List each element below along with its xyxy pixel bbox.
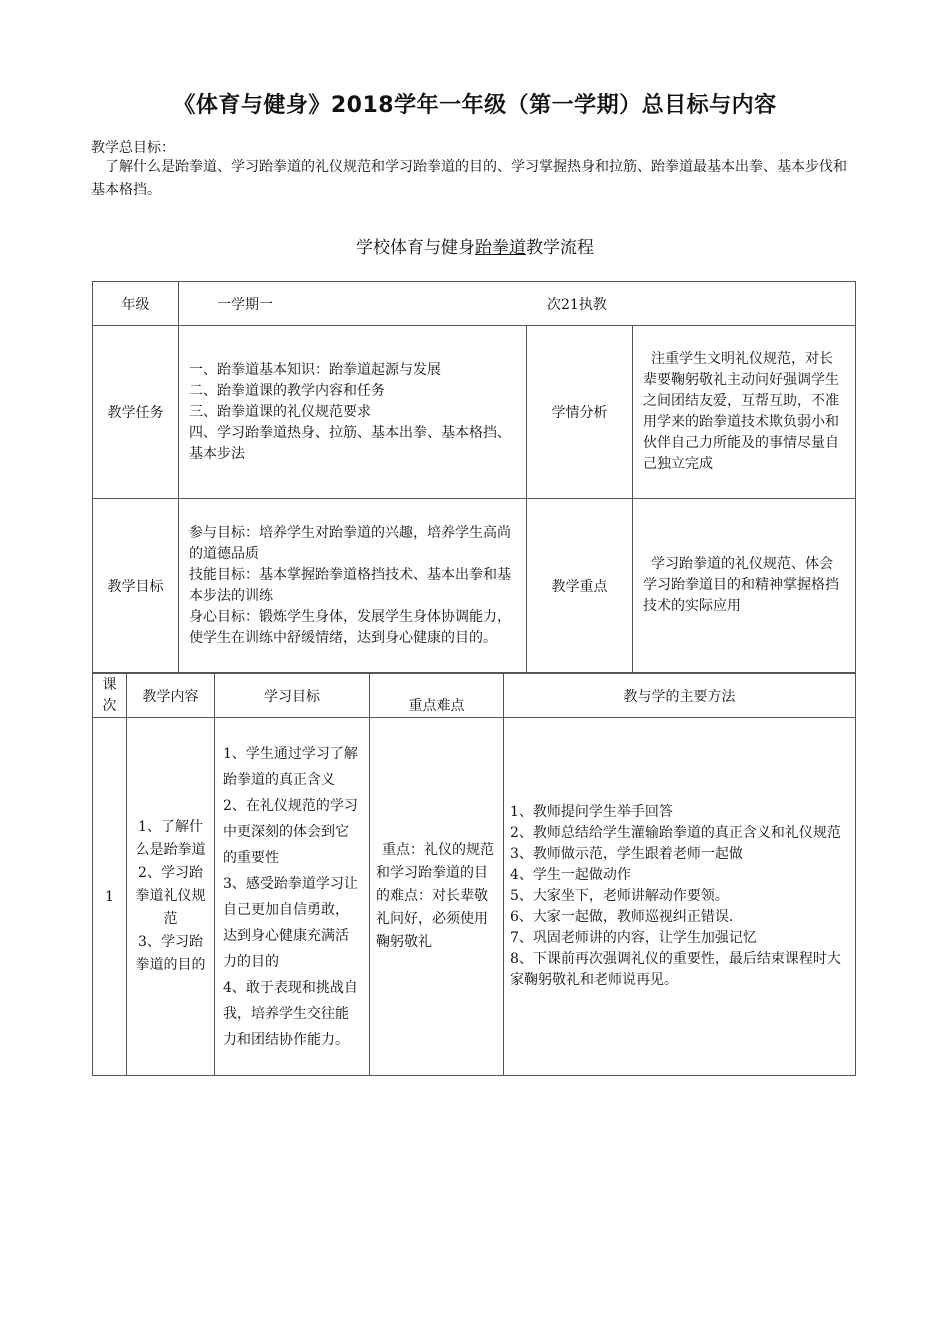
lesson-table [92,673,856,1076]
subtitle-post: 教学流程 [526,238,594,258]
task-text: 一、跆拳道基本知识：跆拳道起源与发展 二、跆拳道课的教学内容和任务 三、跆拳道课的礼仪规范要求 四、学习跆拳道热身、拉筋、基本出拳、基本格挡、基本步法 [179,326,527,499]
row-method: 1、教师提问学生举手回答 2、教师总结给学生灌输跆拳道的真正含义和礼仪规范 3、教师做示范，学生跟着老师一起做 4、学生一起做动作 5、大家坐下，老师讲解动作要领。 6、大家一起做，教师巡视纠正错误. 7、巩固老师讲的内容，让学生加强记忆 8、下课前再次强调礼仪的重要性，最后结束课程时大家鞠躬敬礼和老师说再见。 [504,718,856,1076]
row-lesson: 1 [93,718,127,1076]
goal-label: 教学目标 [93,499,179,673]
sessions-value: 次21执教 [547,296,607,313]
analysis-label: 学情分析 [527,326,633,499]
overall-goal-label: 教学总目标： [91,140,175,156]
header-lesson: 课次 [93,674,127,718]
subtitle-pre: 学校体育与健身 [356,238,475,258]
header-content: 教学内容 [127,674,215,718]
header-method: 教与学的主要方法 [504,674,856,718]
task-label: 教学任务 [93,326,179,499]
header-key-difficult: 重点难点 [370,674,504,718]
analysis-text: 注重学生文明礼仪规范，对长辈要鞠躬敬礼主动问好强调学生之间团结友爱，互帮互助，不准用学来的跆拳道技术欺负弱小和伙伴自己力所能及的事情尽量自己独立完成 [633,326,856,499]
overall-goal-text: 了解什么是跆拳道、学习跆拳道的礼仪规范和学习跆拳道的目的、学习掌握热身和拉筋、跆拳道最基本出拳、基本步伐和基本格挡。 [91,159,847,198]
overview-table [92,281,856,673]
header-objective: 学习目标 [215,674,370,718]
row-objective: 1、学生通过学习了解跆拳道的真正含义 2、在礼仪规范的学习中更深刻的体会到它的重要性 3、感受跆拳道学习让自己更加自信勇敢，达到身心健康充满活力的目的 4、敢于表现和挑战自我，培养学生交往能力和团结协作能力。 [215,718,370,1076]
key-label: 教学重点 [527,499,633,673]
grade-label: 年级 [93,282,179,326]
semester-value: 一学期一 [217,296,273,313]
grade-cell [179,282,856,326]
goal-text: 参与目标：培养学生对跆拳道的兴趣，培养学生高尚的道德品质 技能目标：基本掌握跆拳道格挡技术、基本出拳和基本步法的训练 身心目标：锻炼学生身体，发展学生身体协调能力，使学生在训练中舒缓情绪，达到身心健康的目的。 [179,499,527,673]
page-title: 《体育与健身》2018学年一年级（第一学期）总目标与内容 [173,93,777,118]
key-text: 学习跆拳道的礼仪规范、体会学习跆拳道目的和精神掌握格挡技术的实际应用 [633,499,856,673]
row-key-difficult: 重点：礼仪的规范和学习跆拳道的目的难点：对长辈敬礼问好，必须使用鞠躬敬礼 [370,718,504,1076]
subtitle [0,233,950,258]
subtitle-underlined: 跆拳道 [475,238,526,258]
row-content: 1、了解什么是跆拳道 2、学习跆拳道礼仪规范 3、学习跆拳道的目的 [127,718,215,1076]
